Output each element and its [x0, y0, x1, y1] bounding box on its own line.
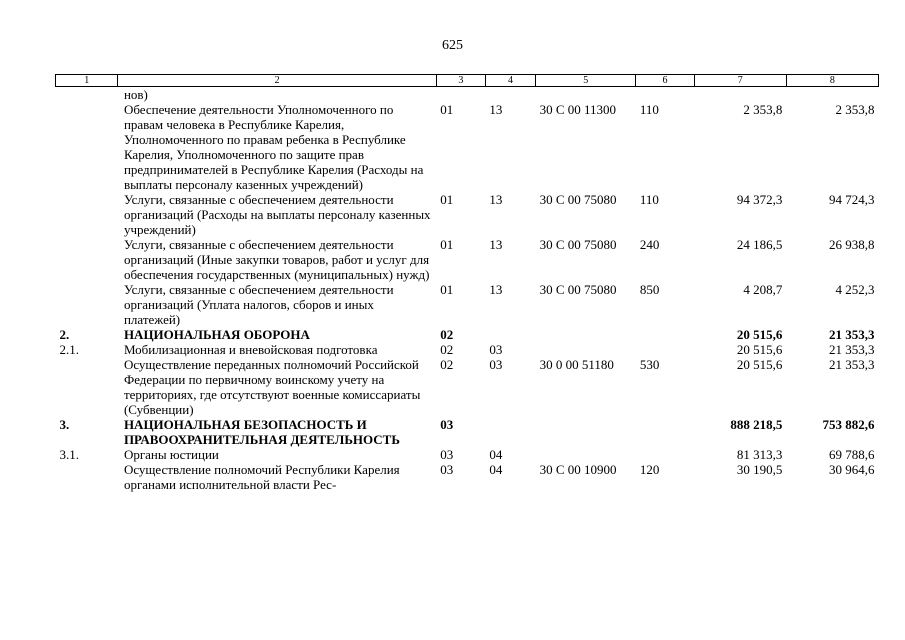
amount-year2-cell: 21 353,3	[829, 342, 875, 357]
table-row	[56, 282, 879, 327]
section-code-cell: 03	[440, 447, 454, 462]
row-name-cell: Услуги, связанные с обеспечением деятельности организаций (Уплата налогов, сборов и иных платежей)	[123, 282, 394, 327]
column-header-5: 5	[536, 75, 636, 87]
amount-year2-cell: 2 353,8	[835, 102, 875, 117]
row-number-cell	[56, 237, 118, 282]
row-number-cell	[56, 282, 118, 327]
row-name-cell: НАЦИОНАЛЬНАЯ БЕЗОПАСНОСТЬ И ПРАВООХРАНИТЕЛЬНАЯ ДЕЯТЕЛЬНОСТЬ	[123, 417, 400, 447]
page-number: 625	[442, 38, 463, 53]
amount-year1-cell: 30 190,5	[736, 462, 783, 477]
row-number-cell	[56, 102, 118, 192]
target-article-cell	[536, 417, 636, 447]
target-article-cell	[536, 342, 636, 357]
amount-year1-cell: 81 313,3	[736, 447, 783, 462]
expense-type-cell	[636, 327, 694, 342]
expense-type-cell	[636, 87, 694, 103]
column-header-1: 1	[56, 75, 118, 87]
amount-year1-cell: 20 515,6	[736, 342, 783, 357]
row-number-cell: 3.	[59, 417, 70, 432]
table-row	[56, 447, 879, 462]
subsection-code-cell	[485, 327, 535, 342]
amount-year1-cell: 2 353,8	[743, 102, 783, 117]
amount-year1-cell: 888 218,5	[730, 417, 783, 432]
table-row	[56, 357, 879, 417]
expense-type-cell: 530	[639, 357, 660, 372]
expense-type-cell: 110	[639, 192, 659, 207]
section-code-cell: 01	[440, 282, 454, 297]
amount-year2-cell: 21 353,3	[829, 327, 875, 342]
table-row	[56, 417, 879, 447]
subsection-code-cell: 13	[489, 192, 503, 207]
row-name-cell: Услуги, связанные с обеспечением деятельности организаций (Расходы на выплаты персоналу казенных учреждений)	[123, 192, 431, 237]
row-name-cell: нов)	[123, 87, 148, 102]
amount-year1-cell: 4 208,7	[743, 282, 783, 297]
amount-year2-cell	[786, 87, 878, 103]
row-number-cell	[56, 87, 118, 103]
column-header-4: 4	[485, 75, 535, 87]
target-article-cell	[536, 447, 636, 462]
section-code-cell: 03	[440, 462, 454, 477]
section-code-cell: 02	[440, 357, 454, 372]
target-article-cell: 30 С 00 75080	[539, 192, 617, 207]
target-article-cell	[536, 327, 636, 342]
target-article-cell: 30 С 00 75080	[539, 282, 617, 297]
table-row	[56, 87, 879, 103]
row-number-cell	[56, 462, 118, 492]
target-article-cell: 30 0 00 51180	[539, 357, 614, 372]
subsection-code-cell	[485, 87, 535, 103]
section-code-cell: 01	[440, 192, 454, 207]
table-row	[56, 192, 879, 237]
amount-year1-cell: 20 515,6	[736, 327, 783, 342]
expense-type-cell	[636, 342, 694, 357]
subsection-code-cell	[485, 417, 535, 447]
row-number-cell	[56, 192, 118, 237]
amount-year2-cell: 30 964,6	[829, 462, 875, 477]
row-name-cell: Осуществление переданных полномочий Российской Федерации по первичному воинскому учету на территориях, где отсутствуют военные комиссариаты (Субвенции)	[123, 357, 421, 417]
amount-year1-cell: 94 372,3	[736, 192, 783, 207]
table-row	[56, 102, 879, 192]
row-number-cell	[56, 357, 118, 417]
expense-type-cell: 240	[639, 237, 660, 252]
column-header-7: 7	[694, 75, 786, 87]
row-name-cell: Мобилизационная и вневойсковая подготовка	[123, 342, 378, 357]
row-name-cell: Услуги, связанные с обеспечением деятельности организаций (Иные закупки товаров, работ и услуг для обеспечения государственных (муниципальных) нужд)	[123, 237, 430, 282]
target-article-cell: 30 С 00 10900	[539, 462, 617, 477]
budget-table	[55, 74, 879, 492]
subsection-code-cell: 13	[489, 282, 503, 297]
subsection-code-cell: 13	[489, 102, 503, 117]
row-name-cell: Органы юстиции	[123, 447, 219, 462]
row-name-cell: Осуществление полномочий Республики Карелия органами исполнительной власти Рес-	[123, 462, 400, 492]
expense-type-cell: 120	[639, 462, 660, 477]
target-article-cell: 30 С 00 11300	[539, 102, 617, 117]
section-code-cell: 03	[440, 417, 454, 432]
subsection-code-cell: 03	[489, 342, 503, 357]
expense-type-cell: 850	[639, 282, 660, 297]
row-number-cell: 3.1.	[59, 447, 79, 462]
table-row	[56, 327, 879, 342]
row-number-cell: 2.1.	[59, 342, 79, 357]
row-name-cell: НАЦИОНАЛЬНАЯ ОБОРОНА	[123, 327, 310, 342]
section-code-cell: 01	[440, 102, 454, 117]
column-header-3: 3	[436, 75, 485, 87]
table-row	[56, 237, 879, 282]
amount-year2-cell: 26 938,8	[829, 237, 875, 252]
amount-year2-cell: 4 252,3	[835, 282, 875, 297]
row-name-cell: Обеспечение деятельности Уполномоченного по правам человека в Республике Карелия, Уполномоченного по правам ребенка в Республике Карелия, Уполномоченного по защите прав предпринимателей в Республике Карелия (Расходы на выплаты персоналу казенных учреждений)	[123, 102, 424, 192]
amount-year2-cell: 69 788,6	[829, 447, 875, 462]
section-code-cell	[436, 87, 485, 103]
amount-year1-cell	[694, 87, 786, 103]
amount-year2-cell: 21 353,3	[829, 357, 875, 372]
amount-year2-cell: 753 882,6	[822, 417, 875, 432]
target-article-cell: 30 С 00 75080	[539, 237, 617, 252]
expense-type-cell	[636, 417, 694, 447]
section-code-cell: 02	[440, 342, 454, 357]
expense-type-cell	[636, 447, 694, 462]
amount-year1-cell: 20 515,6	[736, 357, 783, 372]
row-number-cell: 2.	[59, 327, 70, 342]
column-header-8: 8	[786, 75, 878, 87]
expense-type-cell: 110	[639, 102, 659, 117]
table-body	[56, 87, 879, 493]
table-header-row	[56, 75, 879, 87]
table-row	[56, 462, 879, 492]
section-code-cell: 01	[440, 237, 454, 252]
subsection-code-cell: 04	[489, 447, 503, 462]
amount-year1-cell: 24 186,5	[736, 237, 783, 252]
subsection-code-cell: 13	[489, 237, 503, 252]
column-header-6: 6	[636, 75, 694, 87]
target-article-cell	[536, 87, 636, 103]
amount-year2-cell: 94 724,3	[829, 192, 875, 207]
subsection-code-cell: 04	[489, 462, 503, 477]
subsection-code-cell: 03	[489, 357, 503, 372]
table-row	[56, 342, 879, 357]
column-header-2: 2	[118, 75, 436, 87]
section-code-cell: 02	[440, 327, 454, 342]
